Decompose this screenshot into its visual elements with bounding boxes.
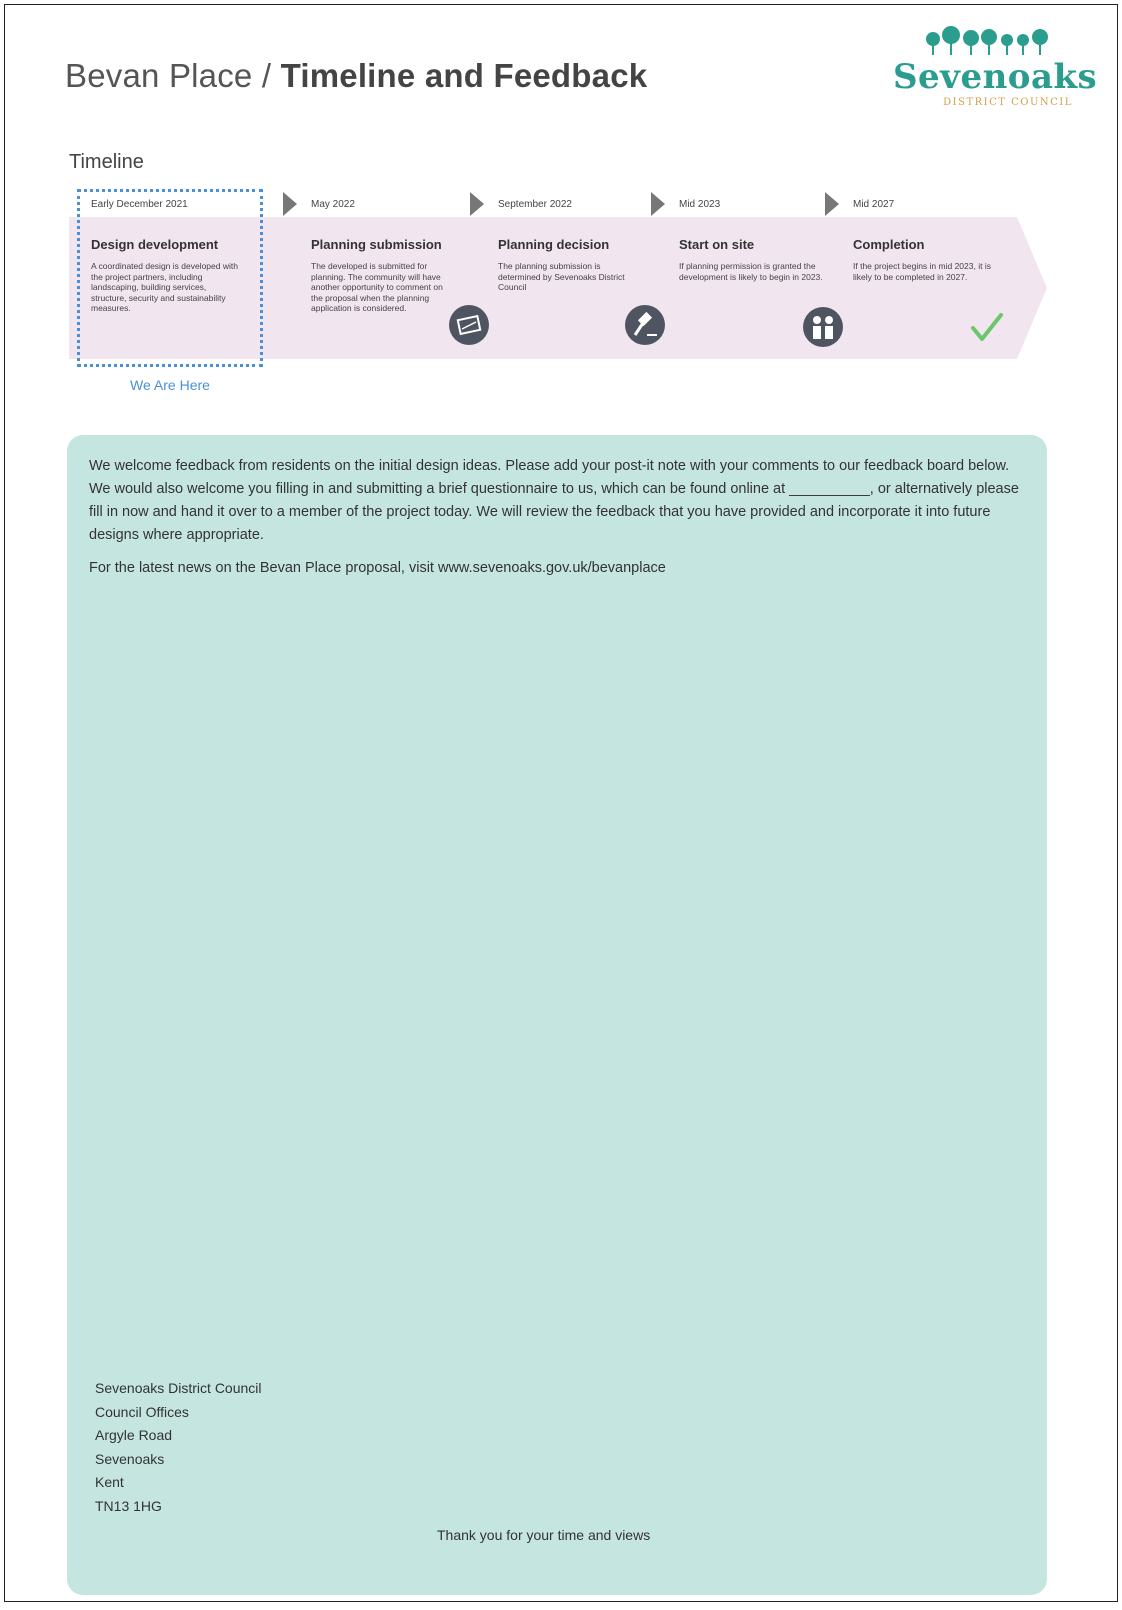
checkmark-icon (969, 309, 1005, 345)
address-line: TN13 1HG (95, 1497, 162, 1514)
step-description: If planning permission is granted the development is likely to begin in 2023. (679, 261, 823, 282)
address-line: Sevenoaks District Council (95, 1380, 262, 1396)
thank-you-note: Thank you for your time and views (437, 1527, 651, 1543)
title-prefix: Bevan Place / (65, 57, 281, 94)
workers-icon (803, 307, 843, 347)
step-description: If the project begins in mid 2023, it is likely to be completed in 2027. (853, 261, 991, 282)
page (4, 4, 1118, 1602)
step-description: The developed is submitted for planning. The community will have another opportunity to comment on the proposal when the planning application is considered. (311, 261, 443, 313)
step-title: Completion (853, 237, 925, 252)
step-description: The planning submission is determined by Sevenoaks District Council (498, 261, 625, 292)
timeline-heading: Timeline (69, 151, 144, 173)
news-link-text: For the latest news on the Bevan Place proposal, visit www.sevenoaks.gov.uk/bevanplace (89, 560, 666, 576)
step-title: Start on site (679, 237, 755, 252)
step-date: Mid 2023 (679, 199, 721, 210)
logo-wordmark: Sevenoaks (893, 57, 1098, 97)
title-main: Timeline and Feedback (280, 57, 648, 94)
chevron-right-icon (651, 192, 665, 216)
step-title: Design development (91, 237, 219, 252)
council-address (95, 1377, 262, 1518)
step-date: Early December 2021 (91, 199, 188, 210)
address-line: Council Offices (95, 1403, 189, 1420)
step-date: May 2022 (311, 199, 355, 210)
chevron-right-icon (283, 192, 297, 216)
step-date: Mid 2027 (853, 199, 895, 210)
feedback-intro: We welcome feedback from residents on the initial design ideas. Please add your post-it note with your comments to our feedback board below. We would also welcome you filling in and submitting a brief questionnaire to us, which can be found online at __________, or alternatively please fill in now and hand it over to a member of the project today. We will review the feedback that you have provided and incorporate it into future designs where appropriate. (89, 458, 1019, 543)
page-title (65, 57, 647, 95)
address-line: Argyle Road (95, 1427, 173, 1443)
feedback-panel (67, 435, 1047, 1595)
blueprint-icon (449, 305, 489, 345)
chevron-right-icon (470, 192, 484, 216)
chevron-right-icon (825, 192, 839, 216)
logo-subtitle: DISTRICT COUNCIL (943, 97, 1073, 108)
address-line: Kent (95, 1474, 124, 1490)
step-title: Planning decision (498, 237, 610, 252)
trees-icon (923, 25, 1073, 59)
step-date: September 2022 (498, 199, 572, 210)
step-title: Planning submission (311, 237, 442, 252)
gavel-icon (625, 305, 665, 345)
address-line: Sevenoaks (95, 1450, 165, 1467)
we-are-here-label: We Are Here (130, 377, 210, 393)
step-description: A coordinated design is developed with the project partners, including landscaping, building services, structure, security and sustainability measures. (91, 261, 238, 313)
council-logo (893, 25, 1098, 115)
